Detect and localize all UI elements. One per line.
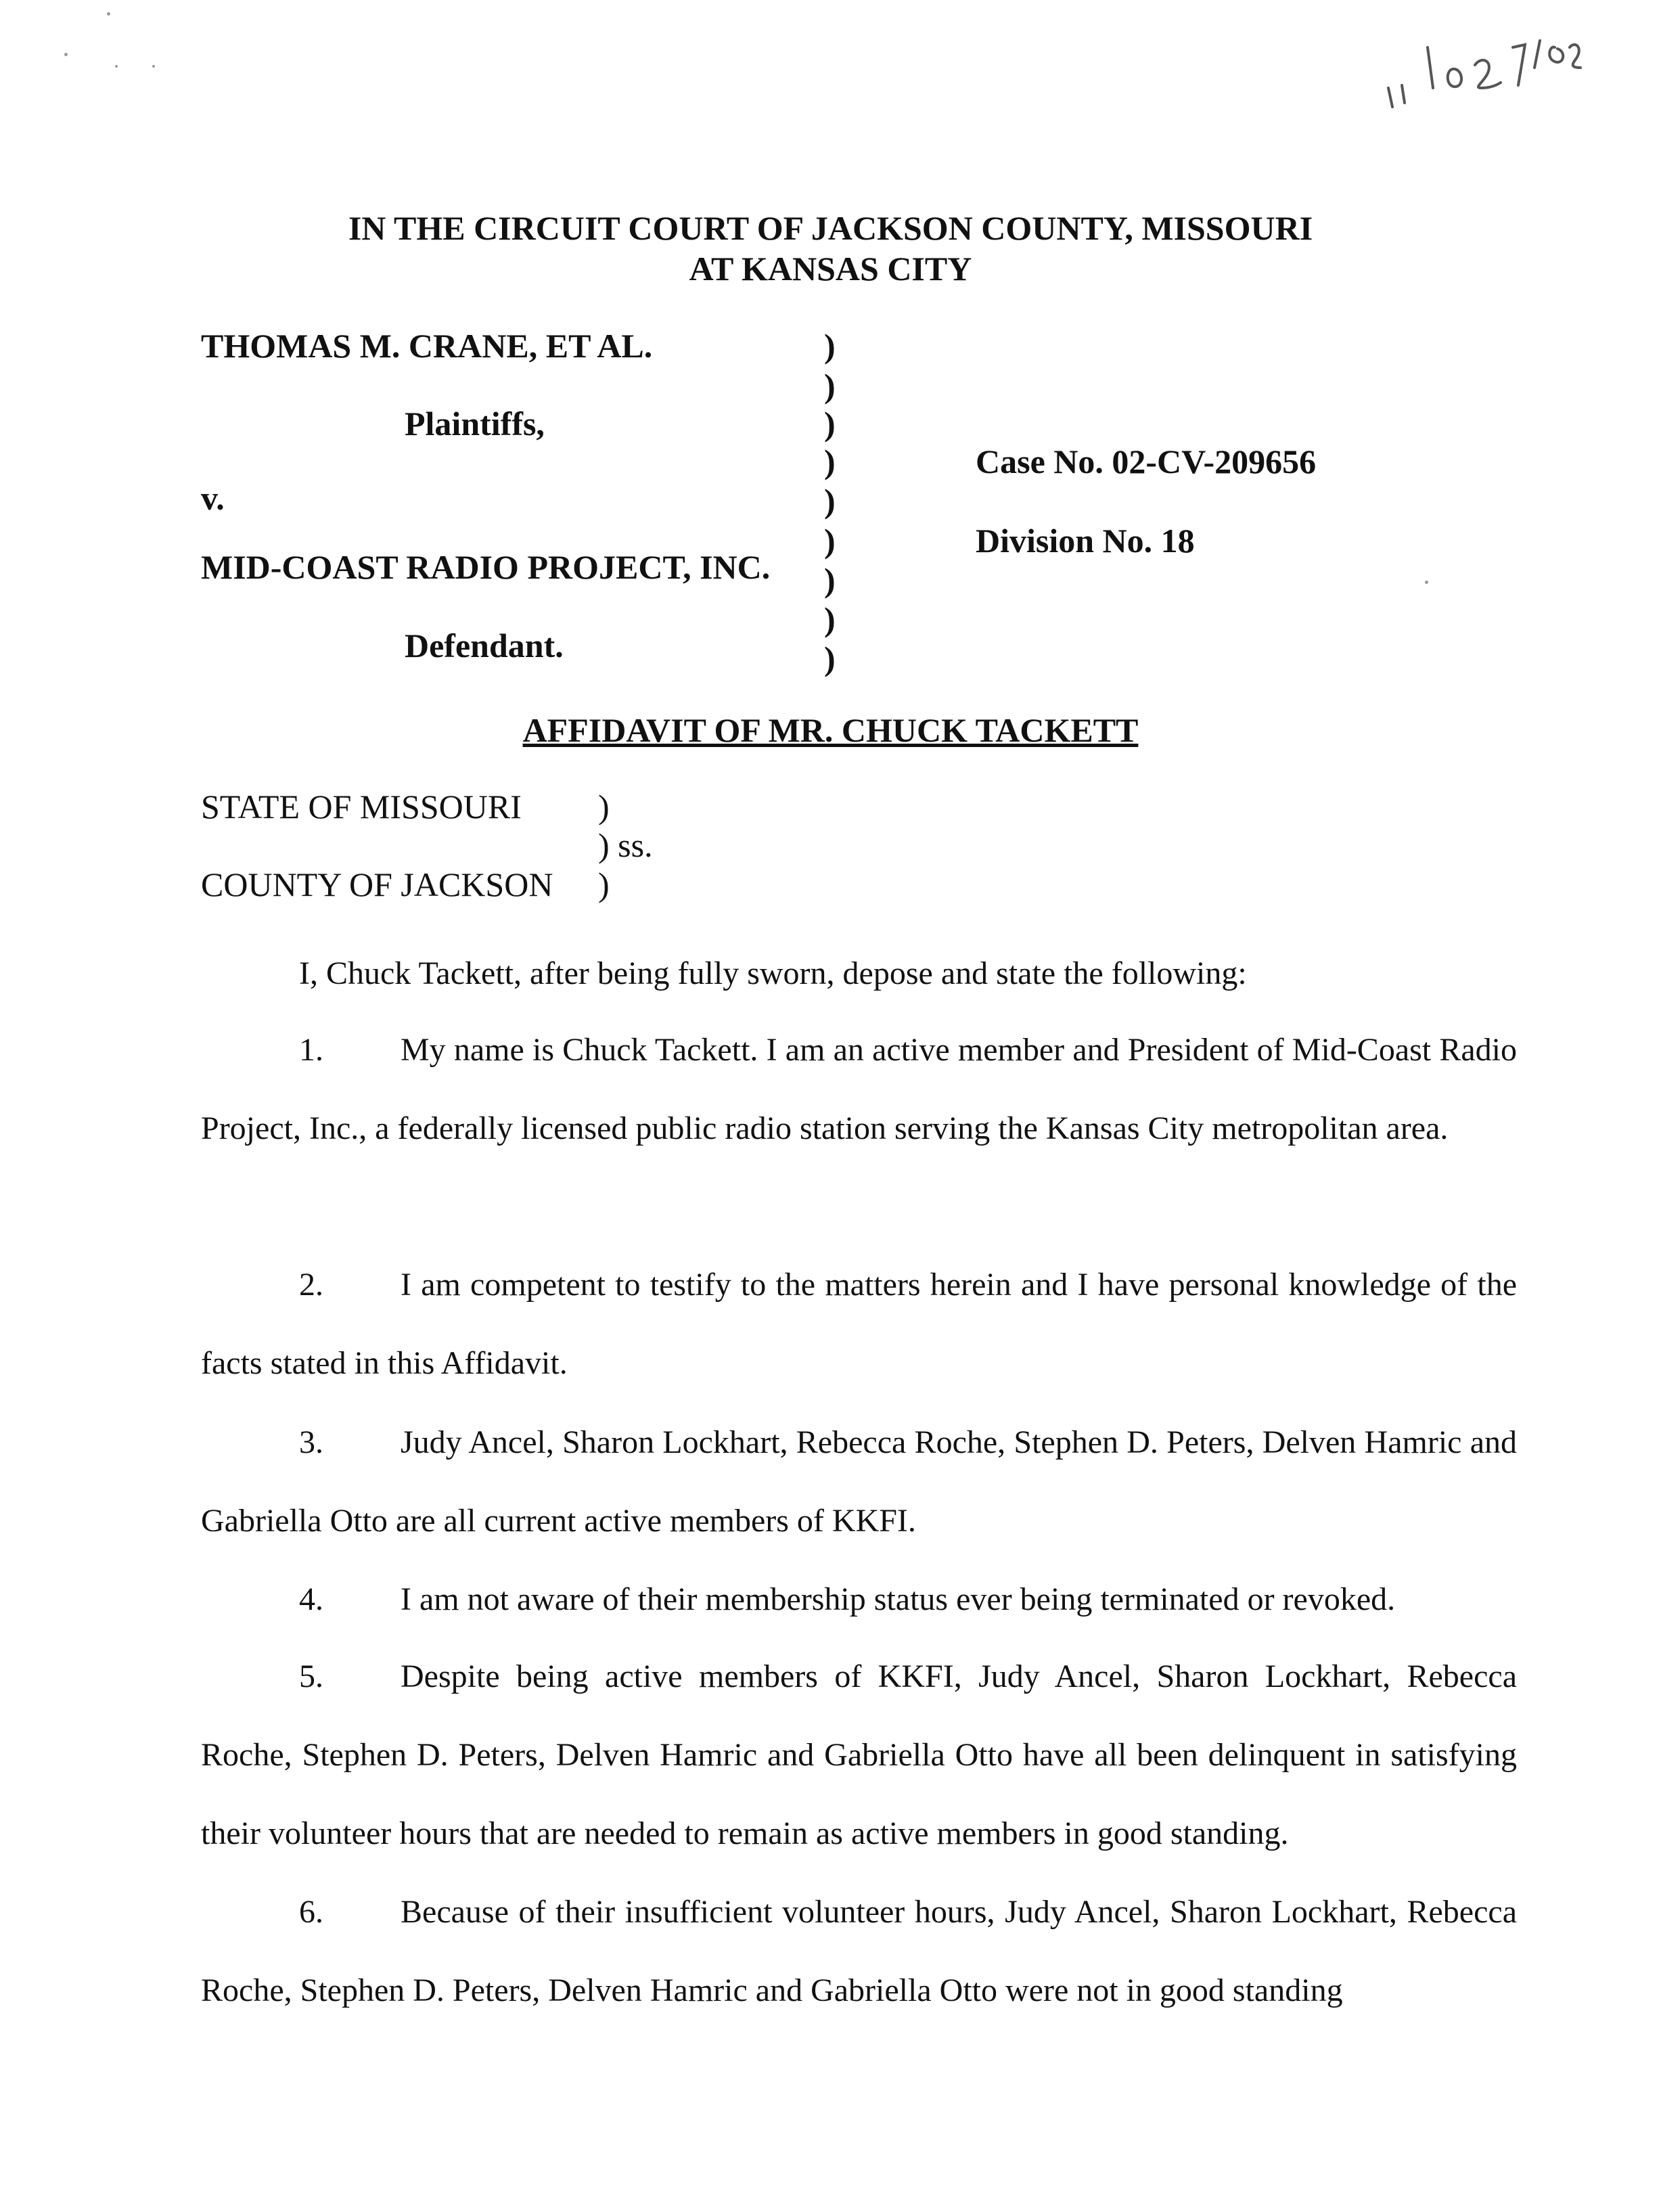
paragraph-3: [201, 1403, 1517, 1560]
scan-speck: [64, 53, 68, 56]
caption-paren: ): [824, 367, 836, 405]
caption-paren: ): [824, 561, 836, 599]
paragraph-number: 3.: [299, 1424, 323, 1460]
paragraph-2: [201, 1246, 1517, 1403]
paragraph-number: 2.: [299, 1267, 323, 1303]
paragraph-number: 4.: [299, 1581, 323, 1617]
caption-paren: ): [824, 482, 836, 520]
paragraph-1: [201, 1011, 1517, 1168]
plaintiff-role: Plaintiffs,: [405, 405, 545, 443]
venue-county: COUNTY OF JACKSON: [201, 865, 553, 903]
caption-paren: ): [824, 443, 836, 480]
scan-speck: [115, 65, 118, 68]
defendant-role: Defendant.: [405, 627, 564, 664]
paragraph-text: I am not aware of their membership status ever being terminated or revoked.: [401, 1581, 1396, 1617]
caption-paren: ): [824, 405, 836, 443]
paragraph-text: My name is Chuck Tackett. I am an active member and President of Mid-Coast Radio Project, Inc., a federally licensed public radio station serving the Kansas City metropolitan area.: [201, 1032, 1517, 1146]
court-heading-line1: IN THE CIRCUIT COURT OF JACKSON COUNTY, MISSOURI: [348, 209, 1313, 247]
venue-paren: ): [598, 865, 610, 903]
plaintiff-name: THOMAS M. CRANE, ET AL.: [201, 327, 653, 365]
scan-speck: [1425, 581, 1428, 584]
paragraph-number: 1.: [299, 1032, 323, 1068]
venue-state: STATE OF MISSOURI: [201, 788, 522, 826]
paragraph-text: Because of their insufficient volunteer hours, Judy Ancel, Sharon Lockhart, Rebecca Roche, Stephen D. Peters, Delven Hamric and Gabriella Otto were not in good standing: [201, 1894, 1517, 2008]
venue-ss: ) ss.: [598, 826, 653, 864]
caption-paren: ): [824, 327, 836, 365]
paragraph-6: [201, 1873, 1517, 2030]
scan-speck: [107, 12, 110, 16]
paragraph-4: [201, 1560, 1517, 1639]
case-number: Case No. 02-CV-209656: [976, 443, 1317, 480]
scan-speck: [152, 65, 155, 68]
versus-label: v.: [201, 479, 225, 517]
caption-paren: ): [824, 600, 836, 638]
defendant-name: MID-COAST RADIO PROJECT, INC.: [201, 548, 771, 586]
handwritten-date-note: [1380, 20, 1583, 115]
caption-paren: ): [824, 639, 836, 677]
paragraph-5: [201, 1638, 1517, 1873]
document-title: AFFIDAVIT OF MR. CHUCK TACKETT: [522, 711, 1139, 749]
caption-paren: ): [824, 522, 836, 560]
paragraph-text: I am competent to testify to the matters herein and I have personal knowledge of the facts stated in this Affidavit.: [201, 1267, 1517, 1381]
intro-text: I, Chuck Tackett, after being fully sworn, depose and state the following:: [299, 955, 1247, 991]
paragraph-number: 6.: [299, 1894, 323, 1930]
division-number: Division No. 18: [976, 522, 1195, 560]
paragraph-text: Judy Ancel, Sharon Lockhart, Rebecca Roche, Stephen D. Peters, Delven Hamric and Gabriella Otto are all current active members of KKFI.: [201, 1424, 1517, 1539]
court-heading-line2: AT KANSAS CITY: [689, 250, 972, 288]
intro-statement: [201, 934, 1517, 1013]
paragraph-number: 5.: [299, 1658, 323, 1694]
venue-paren: ): [598, 788, 610, 826]
paragraph-text: Despite being active members of KKFI, Judy Ancel, Sharon Lockhart, Rebecca Roche, Stephen D. Peters, Delven Hamric and Gabriella Otto have all been delinquent in satisfying their volunteer hours that are needed to remain as active members in good standing.: [201, 1658, 1517, 1851]
